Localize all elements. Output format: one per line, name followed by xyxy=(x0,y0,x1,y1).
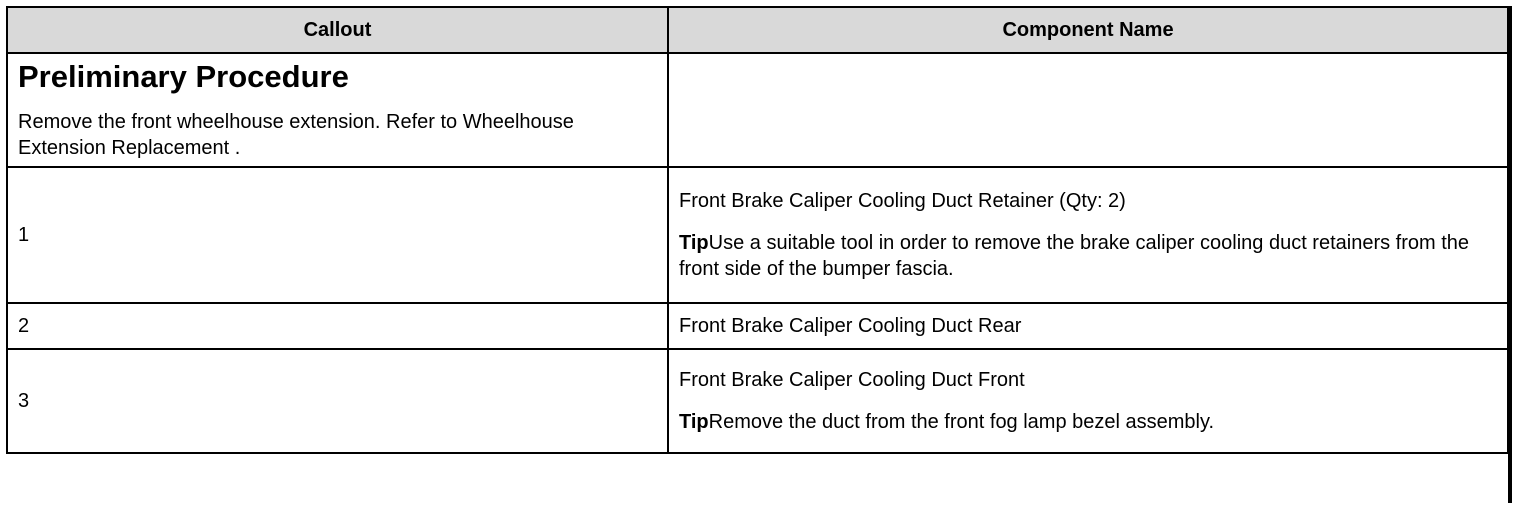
tip-text: Use a suitable tool in order to remove the brake caliper cooling duct retainers from the front side of the bumper fascia. xyxy=(679,232,1470,280)
component-cell xyxy=(668,303,1508,349)
header-component-name: Component Name xyxy=(668,7,1508,53)
component-name: Front Brake Caliper Cooling Duct Retainer (Qty: 2) xyxy=(679,190,1126,212)
component-cell xyxy=(668,349,1508,453)
table-row xyxy=(7,167,1508,303)
header-callout: Callout xyxy=(7,7,668,53)
callout-cell: 2 xyxy=(7,303,668,349)
preliminary-empty-cell xyxy=(668,53,1508,167)
table-header-row xyxy=(7,7,1508,53)
preliminary-cell xyxy=(7,53,668,167)
tip xyxy=(679,409,1497,435)
component-name: Front Brake Caliper Cooling Duct Rear xyxy=(679,315,1022,337)
tip-text: Remove the duct from the front fog lamp bezel assembly. xyxy=(708,411,1215,433)
table-row xyxy=(7,303,1508,349)
component-name: Front Brake Caliper Cooling Duct Front xyxy=(679,369,1025,391)
tip xyxy=(679,230,1497,282)
callout-cell: 3 xyxy=(7,349,668,453)
preliminary-text: Remove the front wheelhouse extension. Refer to Wheelhouse Extension Replacement . xyxy=(18,111,574,159)
tip-label: Tip xyxy=(679,411,709,433)
preliminary-row xyxy=(7,53,1508,167)
tip-label: Tip xyxy=(679,232,709,254)
component-cell xyxy=(668,167,1508,303)
page-right-border xyxy=(1508,6,1512,503)
preliminary-title: Preliminary Procedure xyxy=(18,59,349,94)
procedure-table xyxy=(6,6,1509,454)
callout-cell: 1 xyxy=(7,167,668,303)
table-row xyxy=(7,349,1508,453)
